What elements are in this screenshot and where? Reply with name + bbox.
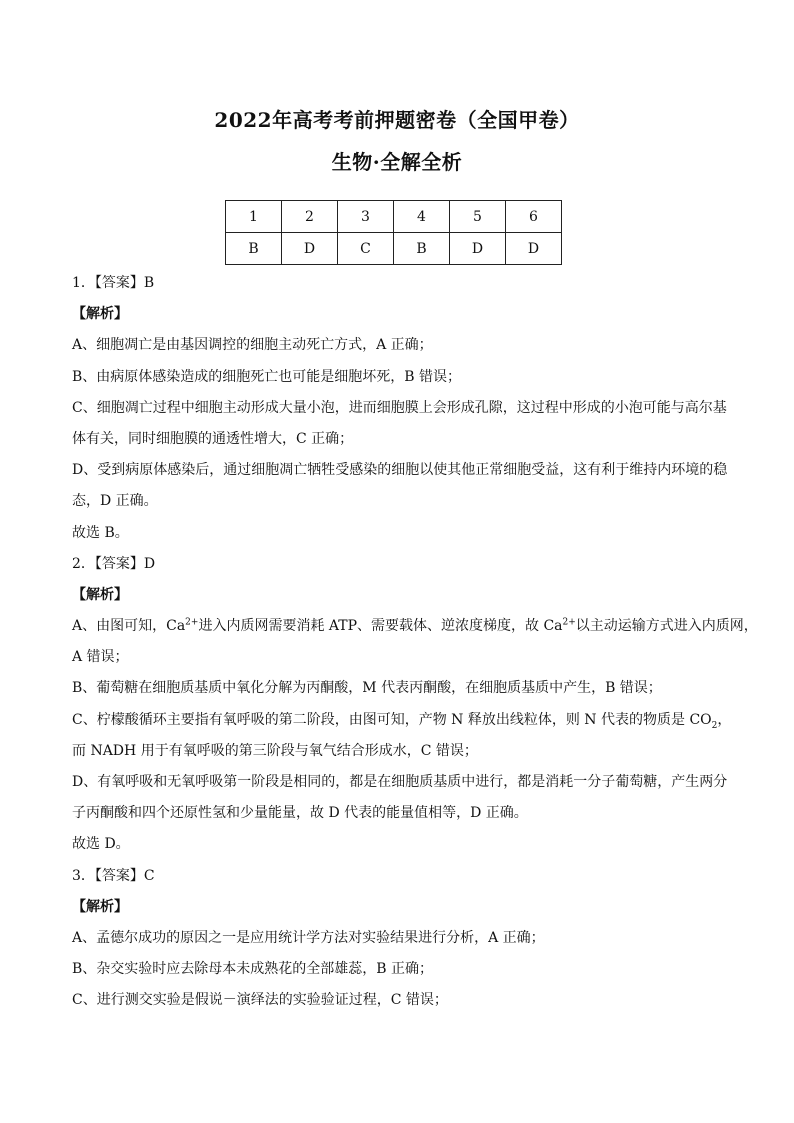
q2-answer-header: 2．【答案】D <box>72 555 156 572</box>
q1-line: 体有关，同时细胞膜的通透性增大，C 正确； <box>72 430 354 447</box>
q2-line: 而 NADH 用于有氧呼吸的第三阶段与氧气结合形成水，C 错误； <box>72 742 478 759</box>
question-number-cell: 1 <box>226 201 282 233</box>
answer-table <box>225 200 562 265</box>
q3-line: A、孟德尔成功的原因之一是应用统计学方法对实验结果进行分析，A 正确； <box>72 929 545 946</box>
answer-cell: D <box>282 233 338 265</box>
question-number-cell: 6 <box>506 201 562 233</box>
q1-line: A、细胞凋亡是由基因调控的细胞主动死亡方式，A 正确； <box>72 337 433 354</box>
q1-line: D、受到病原体感染后，通过细胞凋亡牺牲受感染的细胞以使其他正常细胞受益，这有利于维持内环境的稳 <box>72 462 728 479</box>
q2-line4-part: C、柠檬酸循环主要指有氧呼吸的第二阶段，由图可知，产物 N 释放出线粒体，则 N 代表的物质是 CO <box>72 711 712 728</box>
formula-subscript: 2 <box>711 720 718 731</box>
answer-cell: B <box>394 233 450 265</box>
q1-line: B、由病原体感染造成的细胞死亡也可能是细胞坏死，B 错误； <box>72 368 462 385</box>
q3-analysis-label: 【解析】 <box>72 898 128 915</box>
q3-line: C、进行测交实验是假说－演绎法的实验验证过程，C 错误； <box>72 992 448 1009</box>
document-title: 2022年高考考前押题密卷（全国甲卷） <box>214 108 580 132</box>
ion-charge: 2+ <box>562 617 576 628</box>
question-number-cell: 3 <box>338 201 394 233</box>
q2-line4-part: ， <box>717 711 732 728</box>
answer-table-number-row <box>226 201 562 233</box>
q2-line1-part: A、由图可知，Ca <box>72 618 186 635</box>
q1-line: 态，D 正确。 <box>72 493 158 510</box>
q2-line: B、葡萄糖在细胞质基质中氧化分解为丙酮酸，M 代表丙酮酸，在细胞质基质中产生，B 错误； <box>72 680 662 697</box>
q2-line <box>72 611 758 642</box>
q2-line: D、有氧呼吸和无氧呼吸第一阶段是相同的，都是在细胞质基质中进行，都是消耗一分子葡萄糖，产生两分 <box>72 774 728 790</box>
q1-analysis-label: 【解析】 <box>72 306 128 323</box>
answer-cell: B <box>226 233 282 265</box>
answer-cell: D <box>506 233 562 265</box>
q2-line1-part: 以主动运输方式进入内质网， <box>575 618 758 635</box>
q2-line: 子丙酮酸和四个还原性氢和少量能量，故 D 代表的能量值相等，D 正确。 <box>72 805 528 822</box>
answer-cell: C <box>338 233 394 265</box>
q1-line: 故选 B。 <box>72 524 129 541</box>
q1-answer-header: 1．【答案】B <box>72 275 155 291</box>
q3-answer-header: 3．【答案】C <box>72 867 155 884</box>
q1-line: C、细胞凋亡过程中细胞主动形成大量小泡，进而细胞膜上会形成孔隙，这过程中形成的小泡可能与高尔基 <box>72 399 727 416</box>
question-number-cell: 2 <box>282 201 338 233</box>
answer-cell: D <box>450 233 506 265</box>
q2-line: A 错误； <box>72 649 129 666</box>
document-body <box>72 268 758 1017</box>
q2-line <box>72 705 732 736</box>
question-number-cell: 4 <box>394 201 450 233</box>
q2-analysis-label: 【解析】 <box>72 586 128 603</box>
ion-charge: 2+ <box>185 617 199 628</box>
q2-line1-part: 进入内质网需要消耗 ATP、需要载体、逆浓度梯度，故 Ca <box>198 618 563 635</box>
document-subtitle: 生物·全解全析 <box>331 150 463 174</box>
q3-line: B、杂交实验时应去除母本未成熟花的全部雄蕊，B 正确； <box>72 961 434 978</box>
q2-line: 故选 D。 <box>72 836 130 853</box>
answer-table-answer-row <box>226 233 562 265</box>
question-number-cell: 5 <box>450 201 506 233</box>
